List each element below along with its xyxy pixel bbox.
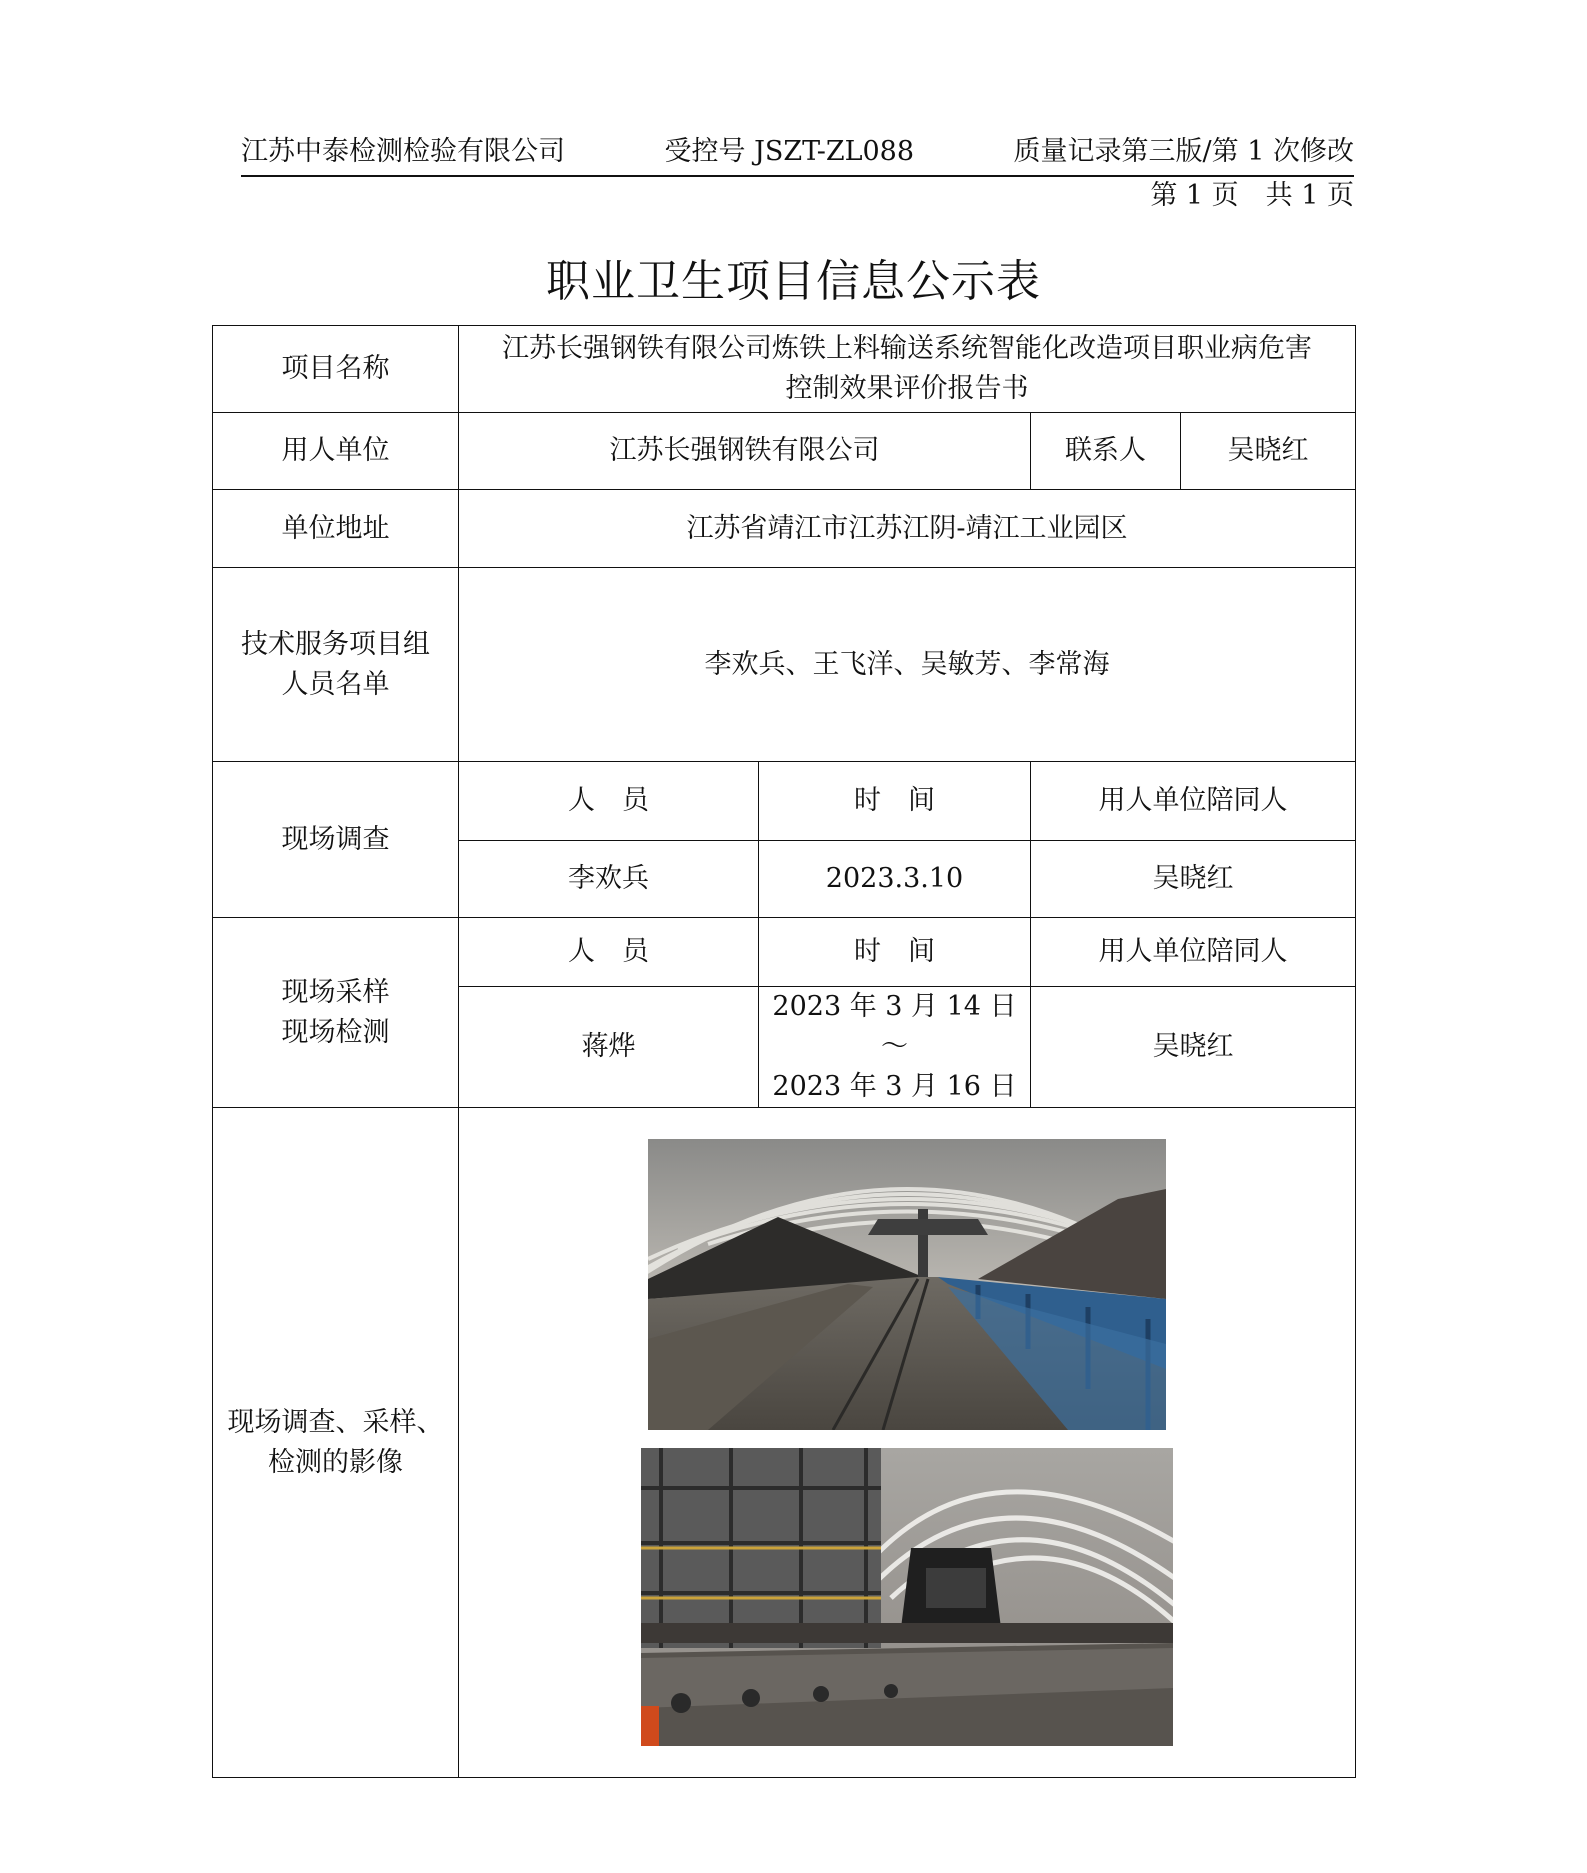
header-quality-record: 质量记录第三版/第 1 次修改 — [1013, 136, 1354, 167]
sampling-label-line1: 现场采样 — [281, 976, 390, 1008]
sampling-label — [213, 918, 459, 1108]
team-label — [213, 568, 459, 762]
row-team — [213, 568, 1356, 762]
employer-value: 江苏长强钢铁有限公司 — [459, 413, 1031, 490]
survey-escort: 吴晓红 — [1031, 841, 1356, 918]
sampling-time-line1: 2023 年 3 月 14 日～ — [772, 991, 1017, 1062]
sampling-escort: 吴晓红 — [1031, 987, 1356, 1108]
team-value: 李欢兵、王飞洋、吴敏芳、李常海 — [459, 568, 1356, 762]
images-label-line2: 检测的影像 — [268, 1446, 403, 1478]
survey-col-escort: 用人单位陪同人 — [1031, 762, 1356, 841]
sampling-col-time: 时 间 — [759, 918, 1031, 987]
sampling-col-escort: 用人单位陪同人 — [1031, 918, 1356, 987]
contact-value: 吴晓红 — [1181, 413, 1356, 490]
site-photo-1 — [648, 1139, 1166, 1430]
sampling-person: 蒋烨 — [459, 987, 759, 1108]
team-label-line1: 技术服务项目组 — [241, 628, 430, 660]
document-header — [241, 132, 1354, 172]
survey-person: 李欢兵 — [459, 841, 759, 918]
info-table — [212, 325, 1356, 1778]
images-label — [213, 1108, 459, 1778]
survey-col-person: 人 员 — [459, 762, 759, 841]
employer-label: 用人单位 — [213, 413, 459, 490]
address-label: 单位地址 — [213, 490, 459, 568]
survey-label: 现场调查 — [213, 762, 459, 918]
contact-label: 联系人 — [1031, 413, 1181, 490]
page-info: 第 1 页 共 1 页 — [1150, 180, 1354, 211]
row-address — [213, 490, 1356, 568]
project-name-line1: 江苏长强钢铁有限公司炼铁上料输送系统智能化改造项目职业病危害 — [502, 333, 1312, 364]
row-survey-header — [213, 762, 1356, 841]
site-photo-2 — [641, 1448, 1173, 1746]
sampling-time — [759, 987, 1031, 1108]
images-label-line1: 现场调查、采样、 — [227, 1406, 444, 1438]
images-cell — [459, 1108, 1356, 1778]
row-sampling-header — [213, 918, 1356, 987]
sampling-col-person: 人 员 — [459, 918, 759, 987]
row-employer — [213, 413, 1356, 490]
team-label-line2: 人员名单 — [281, 668, 390, 700]
row-project — [213, 326, 1356, 413]
address-value: 江苏省靖江市江苏江阴-靖江工业园区 — [459, 490, 1356, 568]
row-images — [213, 1108, 1356, 1778]
photo-separator — [465, 1430, 1349, 1448]
project-name-line2: 控制效果评价报告书 — [785, 373, 1029, 404]
sampling-time-line2: 2023 年 3 月 16 日 — [772, 1071, 1017, 1102]
survey-time: 2023.3.10 — [759, 841, 1031, 918]
project-name-cell — [459, 326, 1356, 413]
header-control-no: 受控号 JSZT-ZL088 — [664, 136, 915, 167]
sampling-label-line2: 现场检测 — [281, 1016, 390, 1048]
header-company: 江苏中泰检测检验有限公司 — [241, 136, 565, 167]
survey-col-time: 时 间 — [759, 762, 1031, 841]
page-title: 职业卫生项目信息公示表 — [546, 256, 1041, 307]
project-label: 项目名称 — [213, 326, 459, 413]
